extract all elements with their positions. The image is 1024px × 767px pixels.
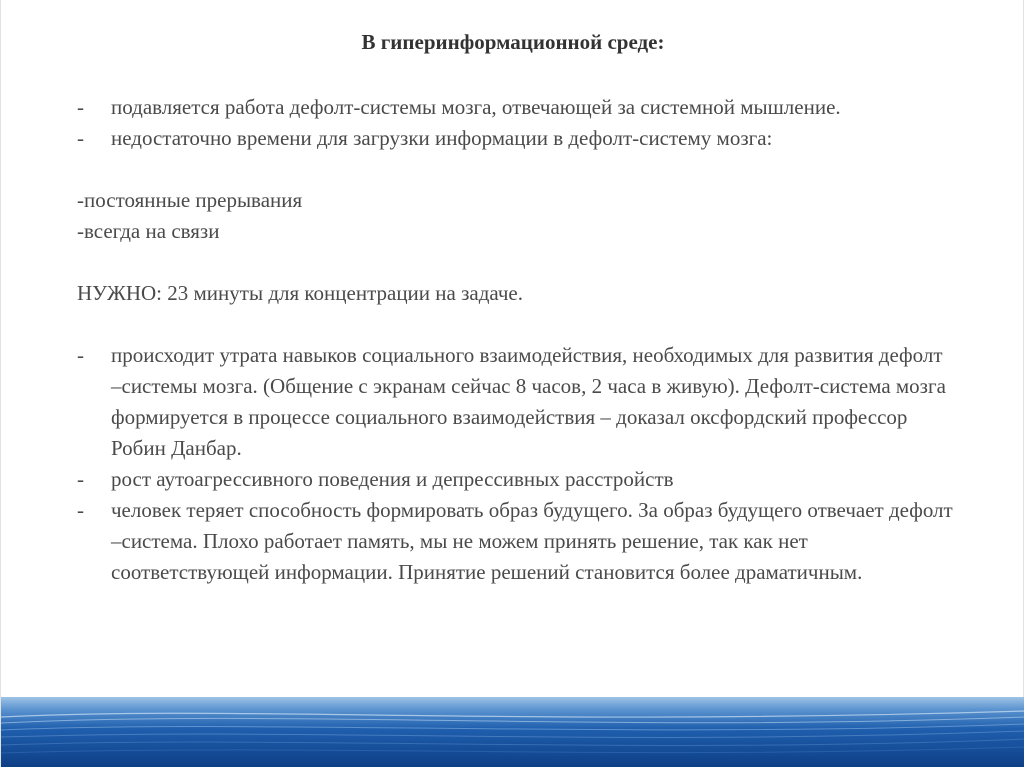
bullet-text: происходит утрата навыков социального взаимодействия, необходимых для развития дефолт –системы мозга. (Общение с экранам сейчас 8 часов, 2 часа в живую). Дефолт-система мозга формируется в процессе социального взаимодействия – доказал оксфордский профессор Робин Данбар. — [111, 343, 946, 460]
footer-wave-band — [1, 697, 1024, 767]
bullet-dash: - — [77, 498, 84, 522]
bullet-dash: - — [77, 467, 84, 491]
need-line: НУЖНО: 23 минуты для концентрации на задаче. — [77, 281, 524, 305]
bullet-text: подавляется работа дефолт-системы мозга, отвечающей за системной мышление. — [111, 95, 841, 119]
bullet-item — [77, 495, 957, 588]
bullet-dash: - — [77, 343, 84, 367]
bullet-text: рост аутоагрессивного поведения и депрессивных расстройств — [111, 467, 674, 491]
plain-line: -постоянные прерывания — [77, 188, 303, 212]
bullet-dash: - — [77, 95, 84, 119]
bullet-text: недостаточно времени для загрузки информации в дефолт-систему мозга: — [111, 126, 773, 150]
bullet-text: человек теряет способность формировать образ будущего. За образ будущего отвечает дефолт –система. Плохо работает память, мы не можем принять решение, так как нет соответствующей информации. Принятие решений становится более драматичным. — [111, 498, 953, 584]
footer-wave-decoration — [1, 697, 1024, 767]
bullet-item — [77, 123, 957, 154]
bullet-item — [77, 340, 957, 464]
bullet-dash: - — [77, 126, 84, 150]
slide-content — [77, 92, 957, 588]
slide-title: В гиперинформационной среде: — [361, 30, 665, 54]
plain-line: -всегда на связи — [77, 219, 220, 243]
bullet-item — [77, 92, 957, 123]
bullet-item — [77, 464, 957, 495]
